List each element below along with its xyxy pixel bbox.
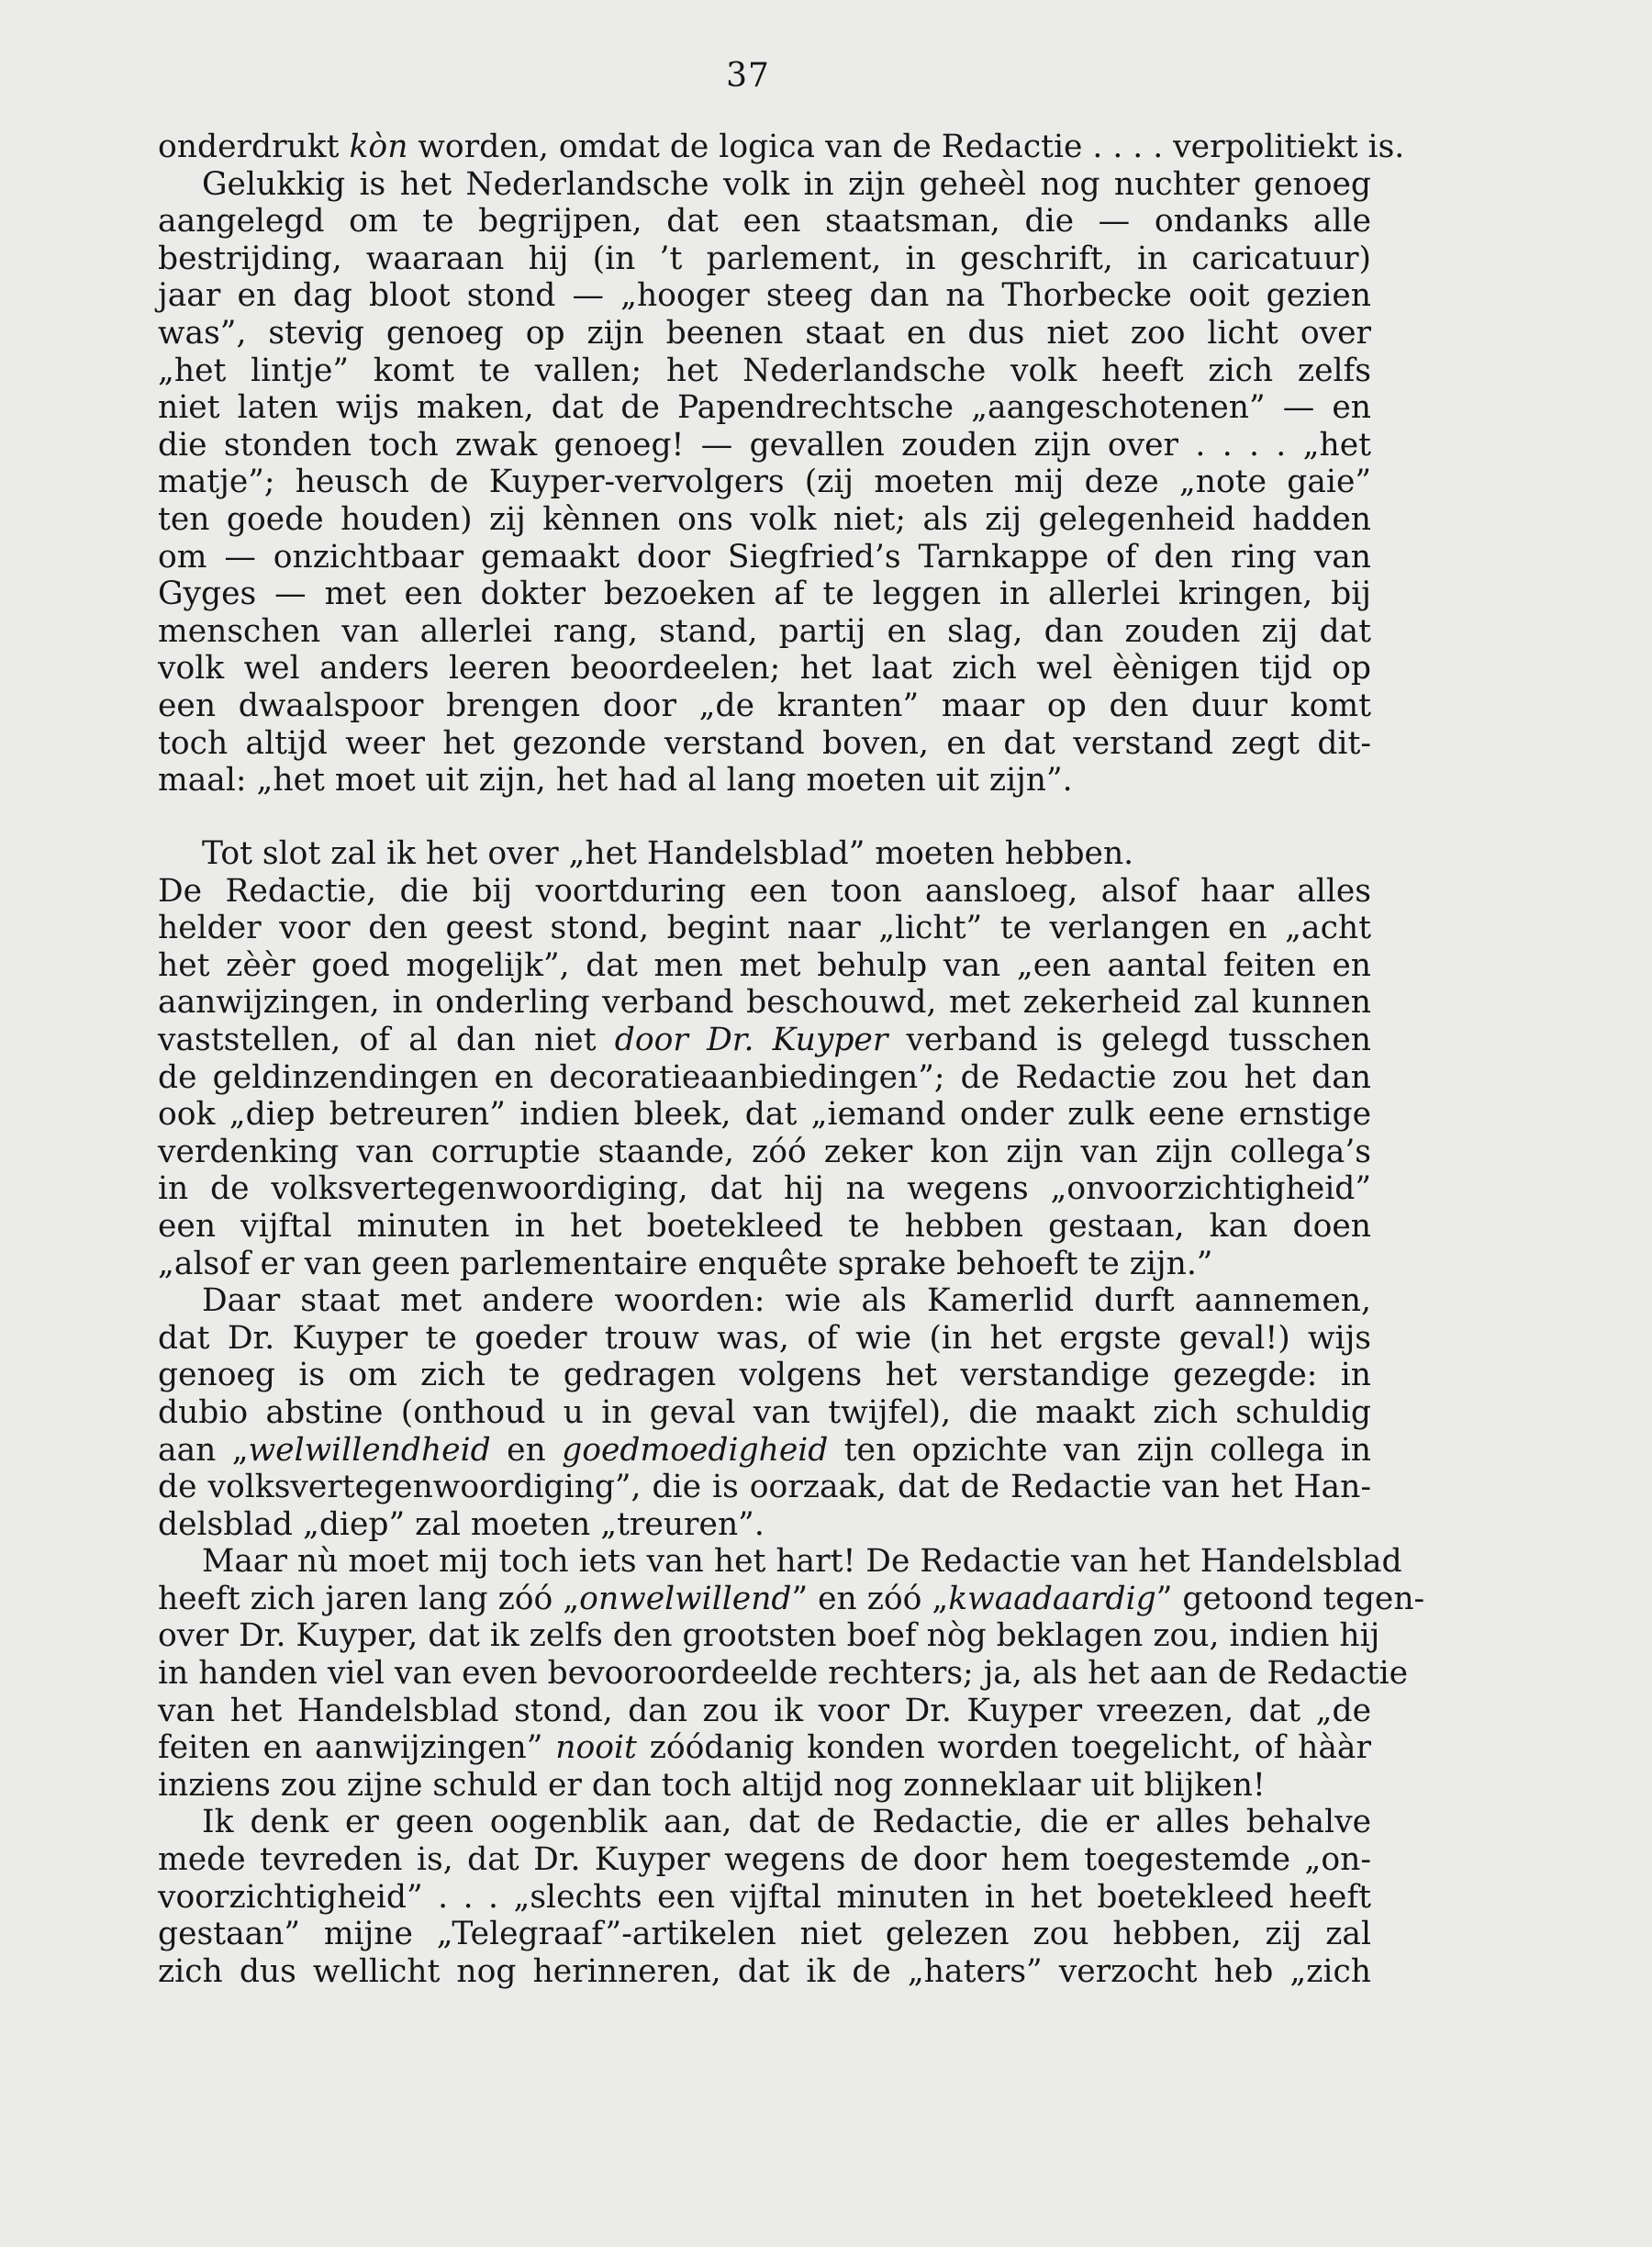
text-line xyxy=(158,277,1371,315)
text-segment: voorzichtigheid” . . . „slechts een vijftal minuten in het boetekleed heeft xyxy=(158,1878,1371,1916)
text-segment: zich dus wellicht nog herinneren, dat ik de „haters” verzocht heb „zich xyxy=(158,1952,1371,1990)
text-segment: heeft zich jaren lang zóó „ xyxy=(158,1580,580,1617)
text-segment: die stonden toch zwak genoeg! — gevallen zouden zijn over . . . . „het xyxy=(158,426,1371,464)
text-segment: de geldinzendingen en decoratieaanbiedingen”; de Redactie zou het dan xyxy=(158,1058,1371,1096)
text-segment: in de volksvertegenwoordiging, dat hij na wegens „onvoorzichtigheid” xyxy=(158,1170,1371,1208)
text-line xyxy=(158,315,1371,352)
text-segment: het zèèr goed mogelijk”, dat men met behulp van „een aantal feiten en xyxy=(158,946,1371,984)
text-segment: een vijftal minuten in het boetekleed te hebben gestaan, kan doen xyxy=(158,1207,1371,1245)
text-segment: niet laten wijs maken, dat de Papendrechtsche „aangeschotenen” — en xyxy=(158,389,1371,427)
italic-text: onwelwillend xyxy=(579,1580,792,1617)
text-segment: delsblad „diep” zal moeten „treuren”. xyxy=(158,1505,765,1543)
text-segment: menschen van allerlei rang, stand, partij en slag, dan zouden zij dat xyxy=(158,612,1371,650)
text-line xyxy=(158,1469,1371,1506)
text-line xyxy=(158,389,1371,427)
text-line xyxy=(158,1953,1371,1991)
text-line xyxy=(158,240,1371,278)
text-line xyxy=(158,1693,1371,1730)
text-segment: genoeg is om zich te gedragen volgens het verstandige gezegde: in xyxy=(158,1357,1371,1394)
text-segment: worden, omdat de logica van de Redactie . . . . verpolitiekt is. xyxy=(407,129,1405,165)
italic-text: welwillendheid xyxy=(248,1431,491,1469)
text-line xyxy=(158,1320,1371,1358)
text-line xyxy=(158,1506,1371,1544)
text-segment: volk wel anders leeren beoordeelen; het laat zich wel èènigen tijd op xyxy=(158,650,1371,688)
italic-text: kòn xyxy=(349,129,408,165)
text-segment: en xyxy=(490,1431,563,1469)
text-segment: ten opzichte van zijn collega in xyxy=(828,1431,1371,1469)
text-segment: verband is gelegd tusschen xyxy=(887,1021,1371,1058)
text-segment: Ik denk er geen oogenblik aan, dat de Redactie, die er alles behalve xyxy=(202,1804,1371,1841)
text-segment: bestrijding, waaraan hij (in ’t parlement, in geschrift, in caricatuur) xyxy=(158,240,1371,277)
text-segment: onderdrukt xyxy=(158,129,350,165)
text-segment: aan „ xyxy=(158,1431,249,1469)
text-line xyxy=(158,650,1371,688)
text-segment: gestaan” mijne „Telegraaf”-artikelen niet gelezen zou hebben, zij zal xyxy=(158,1916,1371,1953)
text-segment: maal: „het moet uit zijn, het had al lang moeten uit zijn”. xyxy=(158,762,1073,799)
text-line xyxy=(158,688,1371,725)
text-segment: over Dr. Kuyper, dat ik zelfs den grootsten boef nòg beklagen zou, indien hij xyxy=(158,1617,1380,1655)
italic-text: nooit xyxy=(555,1729,637,1767)
text-segment: helder voor den geest stond, begint naar „licht” te verlangen en „acht xyxy=(158,910,1371,947)
text-segment: vaststellen, of al dan niet xyxy=(158,1021,615,1058)
text-line xyxy=(158,1394,1371,1432)
text-segment: om — onzichtbaar gemaakt door Siegfried’s Tarnkappe of den ring van xyxy=(158,538,1371,576)
italic-text: goedmoedigheid xyxy=(562,1431,829,1469)
page-number: 37 xyxy=(726,57,770,95)
text-segment: ” getoond tegen- xyxy=(1155,1580,1425,1617)
text-line xyxy=(158,1059,1371,1097)
text-segment: ook „diep betreuren” indien bleek, dat „iemand onder zulk eene ernstige xyxy=(158,1096,1371,1134)
text-segment: „alsof er van geen parlementaire enquête sprake behoeft te zijn.” xyxy=(158,1245,1213,1282)
text-line xyxy=(158,539,1371,576)
text-line xyxy=(158,1617,1380,1655)
text-line xyxy=(158,1916,1371,1953)
text-segment: was”, stevig genoeg op zijn beenen staat en dus niet zoo licht over xyxy=(158,314,1371,352)
text-line xyxy=(158,1134,1371,1171)
text-block-2 xyxy=(158,835,1425,1990)
text-line xyxy=(158,203,1371,240)
text-segment: mede tevreden is, dat Dr. Kuyper wegens de door hem toegestemde „on- xyxy=(158,1841,1371,1879)
text-line xyxy=(158,1729,1371,1767)
text-segment: Gyges — met een dokter bezoeken af te leggen in allerlei kringen, bij xyxy=(158,576,1371,613)
text-line xyxy=(158,1879,1371,1917)
text-segment: een dwaalspoor brengen door „de kranten” maar op den duur komt xyxy=(158,687,1371,724)
text-line xyxy=(158,1170,1371,1208)
text-line xyxy=(158,501,1371,539)
italic-text: kwaadaardig xyxy=(948,1580,1156,1617)
text-line xyxy=(158,1804,1371,1841)
text-line xyxy=(158,762,1371,799)
text-segment: inziens zou zijne schuld er dan toch altijd nog zonneklaar uit blijken! xyxy=(158,1766,1266,1804)
text-line xyxy=(158,1096,1371,1134)
text-segment: ” en zóó „ xyxy=(791,1580,949,1617)
text-segment: feiten en aanwijzingen” xyxy=(158,1729,556,1767)
text-segment: aanwijzingen, in onderling verband beschouwd, met zekerheid zal kunnen xyxy=(158,984,1371,1022)
italic-text: door Dr. Kuyper xyxy=(614,1021,888,1058)
text-line xyxy=(158,984,1371,1022)
text-line xyxy=(158,910,1371,947)
text-segment: in handen viel van even bevooroordeelde rechters; ja, als het aan de Redactie xyxy=(158,1655,1409,1693)
text-segment: de volksvertegenwoordiging”, die is oorzaak, dat de Redactie van het Han- xyxy=(158,1469,1371,1506)
text-line xyxy=(158,129,1405,166)
text-segment: „het lintje” komt te vallen; het Nederlandsche volk heeft zich zelfs xyxy=(158,352,1371,389)
text-segment: Daar staat met andere woorden: wie als Kamerlid durft aannemen, xyxy=(202,1282,1371,1320)
text-segment: dubio abstine (onthoud u in geval van twijfel), die maakt zich schuldig xyxy=(158,1393,1371,1431)
text-line xyxy=(158,613,1371,651)
text-line xyxy=(158,427,1371,464)
text-line xyxy=(158,352,1371,390)
text-line xyxy=(158,873,1371,911)
text-segment: verdenking van corruptie staande, zóó zeker kon zijn van zijn collega’s xyxy=(158,1133,1371,1170)
text-line xyxy=(158,1282,1371,1320)
text-line xyxy=(158,947,1371,985)
text-segment: toch altijd weer het gezonde verstand boven, en dat verstand zegt dit- xyxy=(158,724,1371,762)
text-segment: zóódanig konden worden toegelicht, of hààr xyxy=(636,1729,1371,1767)
text-line xyxy=(158,1246,1371,1283)
text-line xyxy=(158,1580,1425,1618)
text-line xyxy=(158,1841,1371,1879)
text-segment: van het Handelsblad stond, dan zou ik voor Dr. Kuyper vreezen, dat „de xyxy=(158,1692,1371,1729)
text-segment: matje”; heusch de Kuyper-vervolgers (zij moeten mij deze „note gaie” xyxy=(158,464,1371,501)
text-segment: aangelegd om te begrijpen, dat een staatsman, die — ondanks alle xyxy=(158,203,1371,240)
text-line xyxy=(158,725,1371,763)
text-segment: jaar en dag bloot stond — „hooger steeg dan na Thorbecke ooit gezien xyxy=(158,277,1371,315)
text-block-1 xyxy=(158,129,1405,799)
text-segment: ten goede houden) zij kènnen ons volk niet; als zij gelegenheid hadden xyxy=(158,500,1371,538)
text-line xyxy=(158,1655,1409,1693)
text-line xyxy=(158,166,1371,204)
text-line xyxy=(158,576,1371,613)
text-line xyxy=(158,464,1371,501)
text-line xyxy=(158,1357,1371,1394)
text-line xyxy=(158,1208,1371,1246)
text-line xyxy=(158,1543,1402,1581)
text-segment: dat Dr. Kuyper te goeder trouw was, of wie (in het ergste geval!) wijs xyxy=(158,1319,1371,1357)
text-line xyxy=(158,1767,1371,1805)
text-segment: Maar nù moet mij toch iets van het hart! De Redactie van het Handelsblad xyxy=(202,1543,1402,1581)
text-segment: De Redactie, die bij voortduring een toon aansloeg, alsof haar alles xyxy=(158,872,1371,910)
text-segment: Gelukkig is het Nederlandsche volk in zijn geheèl nog nuchter genoeg xyxy=(202,165,1371,203)
text-line xyxy=(158,1432,1371,1470)
text-line xyxy=(158,1022,1371,1059)
text-line xyxy=(158,835,1371,873)
text-segment: Tot slot zal ik het over „het Handelsblad” moeten hebben. xyxy=(202,835,1134,872)
